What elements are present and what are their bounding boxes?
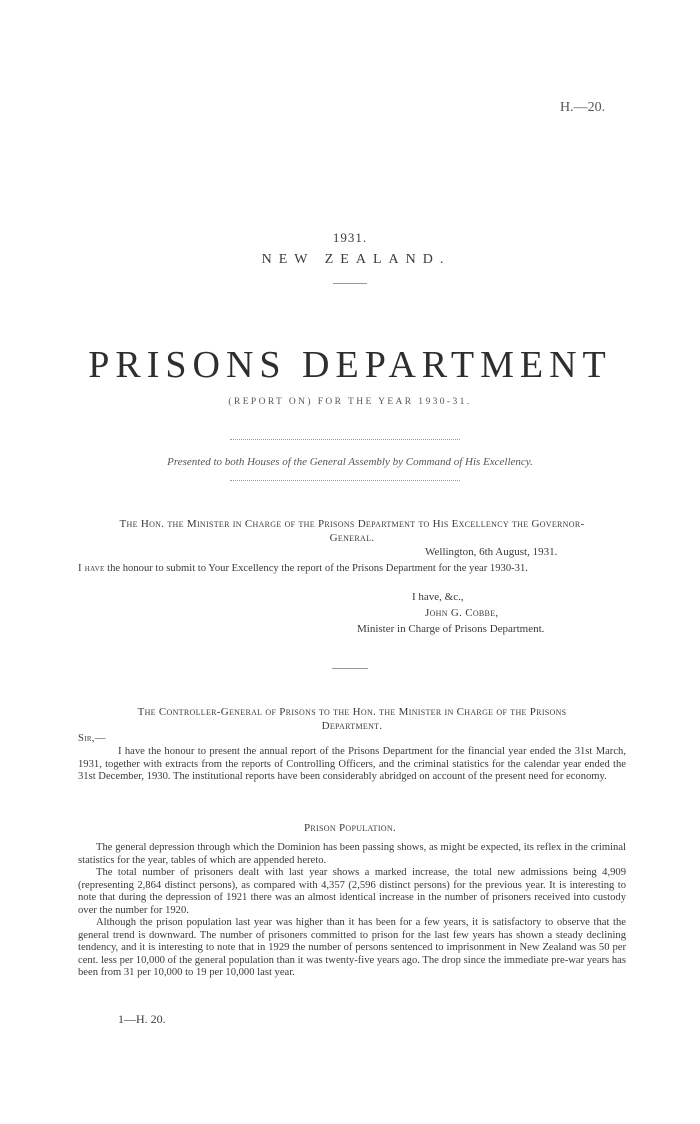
- letter2-heading: [78, 705, 626, 733]
- divider-middle: [332, 668, 368, 669]
- country: NEW ZEALAND.: [261, 252, 451, 267]
- page-reference: H.—20.: [560, 100, 606, 115]
- divider-short: [333, 283, 367, 284]
- letter2-salutation: Sir,—: [78, 733, 106, 744]
- presented-line: Presented to both Houses of the General Assembly by Command of His Excellency.: [167, 456, 533, 468]
- section-paragraph-3: Although the prison population last year was higher than it has been for a few years, it is satisfactory to observe that the general trend is downward. The number of prisoners committed to prison for the last few years has shown a steady declining tendency, and it is interesting to note that in 1929 the number of persons sentenced to imprisonment in New Zealand was 50 per cent. less per 10,000 of the general population than it was twenty-five years ago. The drop since the immediate pre-war years has been from 31 per 10,000 to 19 per 10,000 last year.: [78, 917, 626, 978]
- section-heading: Prison Population.: [303, 822, 397, 834]
- section-body: [78, 842, 626, 980]
- letter2-body: [78, 746, 626, 784]
- letter1-closing: I have, &c.,: [412, 591, 464, 603]
- footer-reference: 1—H. 20.: [118, 1012, 166, 1026]
- letter1-heading-line1: The Hon. the Minister in Charge of the Prisons Department to His Excellency the Governor-: [119, 518, 585, 530]
- letter1-body: [78, 563, 626, 576]
- letter1-signatory: John G. Cobbe,: [425, 607, 499, 619]
- letter2-heading-line1: The Controller-General of Prisons to the Hon. the Minister in Charge of the Prisons: [137, 706, 567, 718]
- page-title: PRISONS DEPARTMENT: [88, 344, 612, 386]
- letter1-heading-line2: General.: [329, 532, 375, 544]
- letter1-place-date: Wellington, 6th August, 1931.: [425, 546, 558, 558]
- letter1-body-lead: I have: [78, 563, 105, 574]
- subtitle: (REPORT ON) FOR THE YEAR 1930-31.: [228, 397, 472, 407]
- letter2-heading-line2: Department.: [321, 720, 383, 732]
- letter1-heading: [78, 517, 626, 545]
- section-paragraph-1: The general depression through which the Dominion has been passing shows, as might be expected, its reflex in the criminal statistics for the year, tables of which are appended hereto.: [78, 842, 626, 866]
- letter2-body-text: I have the honour to present the annual report of the Prisons Department for the financial year ended the 31st March, 1931, together with extracts from the reports of Controlling Officers, and the criminal statistics for the calendar year ended the 31st December, 1930. The institutional reports have been considerably abridged on account of the present need for economy.: [78, 746, 626, 782]
- year: 1931.: [332, 230, 368, 245]
- letter1-signatory-title: Minister in Charge of Prisons Department.: [357, 623, 545, 635]
- divider-lower: [230, 480, 460, 481]
- letter1-body-text: the honour to submit to Your Excellency the report of the Prisons Department for the year 1930-31.: [107, 563, 528, 574]
- divider-upper: [230, 439, 460, 440]
- section-paragraph-2: The total number of prisoners dealt with last year shows a marked increase, the total new admissions being 4,909 (representing 2,864 distinct persons), as compared with 4,357 (2,596 distinct persons) for the previous year. It is interesting to note that during the depression of 1921 there was an almost identical increase in the number of prisoners received into custody over the number for 1920.: [78, 867, 626, 916]
